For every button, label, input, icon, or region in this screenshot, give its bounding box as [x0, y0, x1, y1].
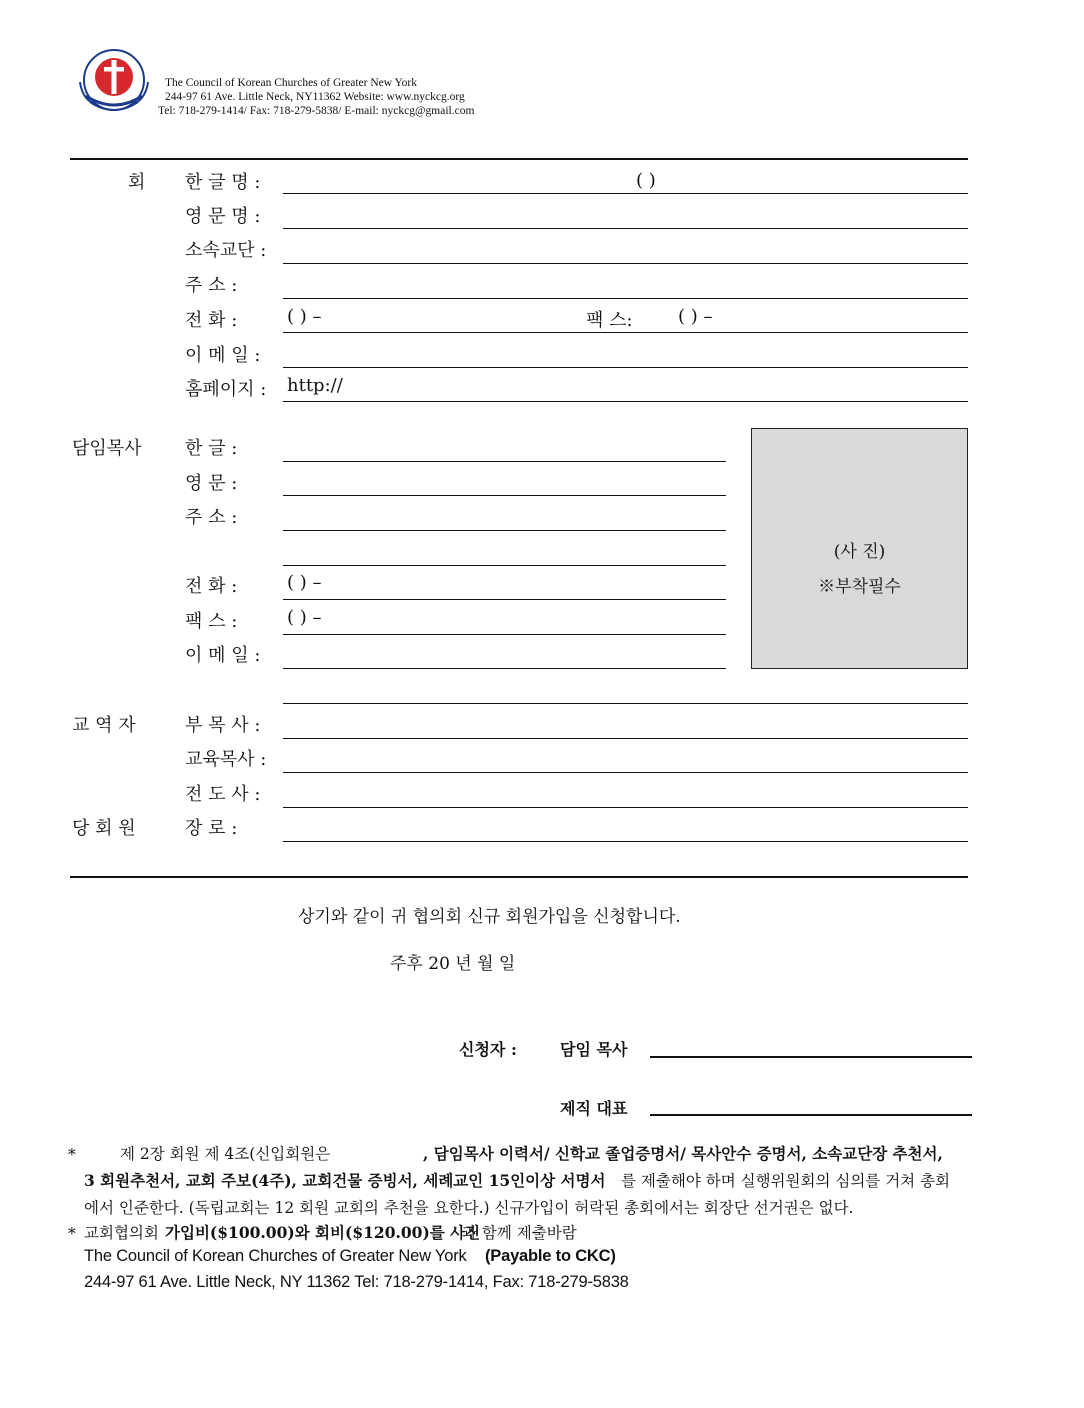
note-line-5a: The Council of Korean Churches of Greater New York — [84, 1247, 467, 1265]
org-contact: Tel: 718-279-1414/ Fax: 718-279-5838/ E-mail: nyckcg@gmail.com — [158, 105, 475, 117]
note-line-2b: 를 제출해야 하며 실행위원회의 심의를 거쳐 총회 — [621, 1172, 951, 1190]
pastor-phone-label: 전 화 : — [185, 576, 238, 597]
church-name-en-label: 영 문 명 : — [185, 206, 261, 227]
edu-pastor-field[interactable] — [283, 772, 968, 773]
evangelist-label: 전 도 사 : — [185, 784, 261, 805]
elder-label: 장 로 : — [185, 818, 238, 839]
pastor-address-label: 주 소 : — [185, 507, 238, 528]
church-name-kr-label: 한 글 명 : — [185, 172, 261, 193]
assoc-pastor-field[interactable] — [283, 738, 968, 739]
pastor-phone-field[interactable] — [283, 599, 726, 600]
church-section-label: 회 — [128, 172, 146, 193]
church-fax-value: ( ) – — [678, 306, 713, 327]
bottom-divider — [70, 876, 968, 878]
church-name-en-field[interactable] — [283, 228, 968, 229]
council-logo — [72, 44, 156, 120]
note-line-5b: (Payable to CKC) — [485, 1247, 616, 1265]
church-phone-value: ( ) – — [287, 306, 322, 327]
pastor-fax-field[interactable] — [283, 634, 726, 635]
spacer-line — [283, 703, 968, 704]
rep-signature-field[interactable] — [650, 1114, 972, 1116]
note-line-2a: 3 회원추천서, 교회 주보(4주), 교회건물 증빙서, 세례교인 15인이상 서명서 — [84, 1171, 606, 1190]
pastor-fax-value: ( ) – — [287, 607, 322, 628]
staff-section-label: 교 역 자 — [72, 715, 136, 736]
pastor-address-field-2[interactable] — [283, 565, 726, 566]
assoc-pastor-label: 부 목 사 : — [185, 715, 261, 736]
photo-box[interactable] — [751, 428, 968, 669]
denomination-label: 소속교단 : — [185, 240, 267, 261]
council-section-label: 당 회 원 — [72, 818, 136, 839]
homepage-field[interactable] — [283, 401, 968, 402]
top-divider — [70, 158, 968, 160]
note-line-4c: 과 함께 제출바람 — [462, 1224, 577, 1242]
pastor-fax-label: 팩 스 : — [185, 611, 238, 632]
church-email-label: 이 메 일 : — [185, 345, 261, 366]
pastor-section-label: 담임목사 — [72, 438, 142, 459]
church-name-kr-paren: ( ) — [636, 170, 656, 191]
church-email-field[interactable] — [283, 367, 968, 368]
pastor-sign-label: 담임 목사 — [560, 1040, 628, 1059]
pastor-name-kr-field[interactable] — [283, 461, 726, 462]
note-line-6: 244-97 61 Ave. Little Neck, NY 11362 Tel: 718-279-1414, Fax: 718-279-5838 — [84, 1273, 629, 1291]
rep-sign-label: 제직 대표 — [560, 1099, 628, 1118]
photo-label: (사 진) — [833, 542, 886, 562]
note-line-4b: 가입비($100.00)와 회비($120.00)를 사진 — [165, 1223, 481, 1242]
pastor-name-en-label: 영 문 : — [185, 473, 238, 494]
org-address: 244-97 61 Ave. Little Neck, NY11362 Website: www.nyckcg.org — [165, 91, 465, 103]
note-line-3: 에서 인준한다. (독립교회는 12 회원 교회의 추천을 요한다.) 신규가입이 허락된 총회에서는 회장단 선거권은 없다. — [84, 1199, 854, 1217]
pastor-email-field[interactable] — [283, 668, 726, 669]
applicant-label: 신청자 : — [459, 1040, 517, 1059]
church-name-kr-field[interactable] — [283, 193, 968, 194]
pastor-signature-field[interactable] — [650, 1056, 972, 1058]
date-line: 주후 20 년 월 일 — [390, 954, 516, 974]
note-line-4a: 교회협의회 — [84, 1224, 159, 1242]
church-fax-label: 팩 스: — [586, 310, 633, 331]
homepage-value: http:// — [287, 375, 343, 396]
church-address-label: 주 소 : — [185, 275, 238, 296]
church-address-field[interactable] — [283, 298, 968, 299]
pastor-name-en-field[interactable] — [283, 495, 726, 496]
photo-required-note: ※부착필수 — [818, 577, 901, 597]
org-name: The Council of Korean Churches of Greater New York — [165, 77, 417, 89]
note-line-1a: 제 2장 회원 제 4조(신입회원은 — [120, 1145, 331, 1163]
church-phone-field[interactable] — [283, 332, 968, 333]
note-star-2: * — [68, 1225, 76, 1243]
elder-field[interactable] — [283, 841, 968, 842]
evangelist-field[interactable] — [283, 807, 968, 808]
denomination-field[interactable] — [283, 263, 968, 264]
church-phone-label: 전 화 : — [185, 310, 238, 331]
edu-pastor-label: 교육목사 : — [185, 749, 267, 770]
homepage-label: 홈페이지 : — [185, 379, 267, 400]
note-line-1b: , 담임목사 이력서/ 신학교 졸업증명서/ 목사안수 증명서, 소속교단장 추천서, — [423, 1144, 943, 1163]
pastor-name-kr-label: 한 글 : — [185, 438, 238, 459]
pastor-email-label: 이 메 일 : — [185, 645, 261, 666]
declaration-text: 상기와 같이 귀 협의회 신규 회원가입을 신청합니다. — [298, 907, 681, 927]
pastor-address-field-1[interactable] — [283, 530, 726, 531]
pastor-phone-value: ( ) – — [287, 572, 322, 593]
note-star-1: * — [68, 1146, 76, 1164]
